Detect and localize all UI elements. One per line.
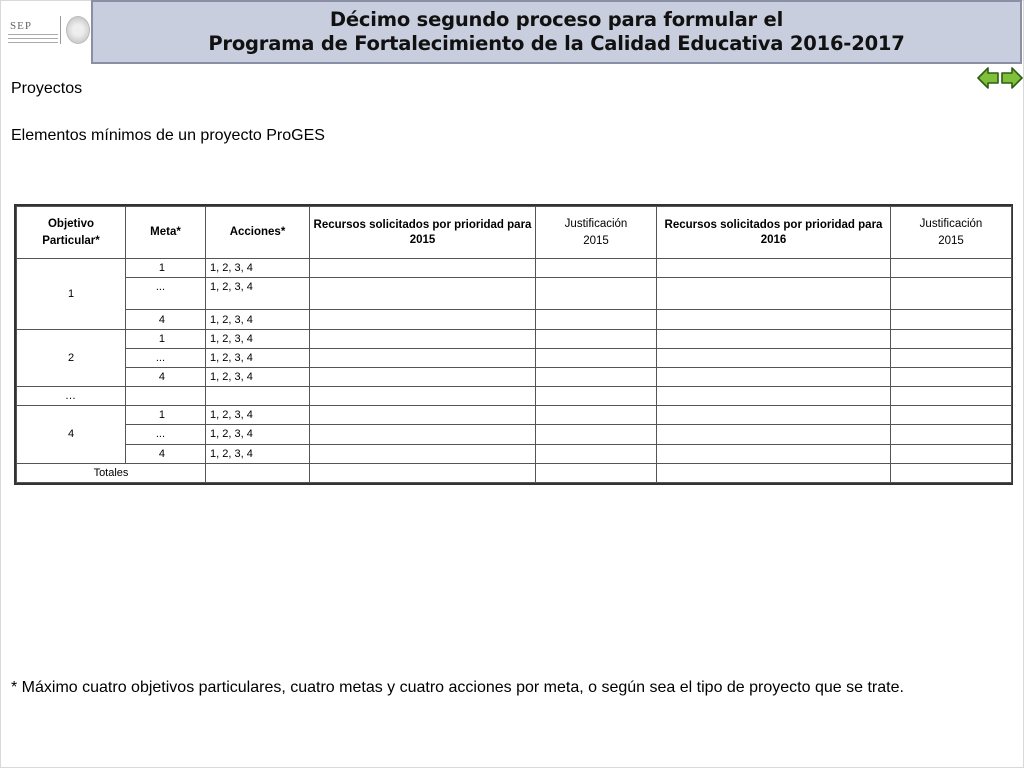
cell-justificacion-a xyxy=(536,348,657,367)
heading-proyectos: Proyectos xyxy=(11,80,83,97)
cell-justificacion-b xyxy=(891,425,1012,444)
cell-objetivo: … xyxy=(17,387,126,406)
cell-justificacion-a xyxy=(536,329,657,348)
cell-justificacion-b xyxy=(891,406,1012,425)
footnote: * Máximo cuatro objetivos particulares, cuatro metas y cuatro acciones por meta, o según sea el tipo de proyecto que se trate. xyxy=(11,679,904,696)
cell-justificacion-b xyxy=(891,444,1012,463)
cell-recursos-2015 xyxy=(310,463,536,482)
header-acciones: Acciones* xyxy=(206,207,310,259)
cell-recursos-2015 xyxy=(310,348,536,367)
cell-recursos-2016 xyxy=(657,278,891,310)
header-objetivo-line1: Objetivo xyxy=(47,217,94,230)
cell-recursos-2016 xyxy=(657,310,891,329)
cell-justificacion-a xyxy=(536,387,657,406)
national-seal-icon xyxy=(66,16,90,44)
arrow-right-icon[interactable] xyxy=(1001,66,1023,90)
cell-acciones: 1, 2, 3, 4 xyxy=(206,425,310,444)
cell-meta: 1 xyxy=(126,406,206,425)
header-justificacion-b xyxy=(891,207,1012,259)
header-justificacion-b-line2: 2015 xyxy=(938,234,964,247)
cell-recursos-2015 xyxy=(310,425,536,444)
title-banner xyxy=(91,0,1022,64)
cell-recursos-2016 xyxy=(657,406,891,425)
cell-meta: ... xyxy=(126,348,206,367)
cell-justificacion-b xyxy=(891,310,1012,329)
sep-logo xyxy=(2,10,90,50)
cell-acciones xyxy=(206,463,310,482)
totals-row xyxy=(17,463,1012,482)
cell-justificacion-b xyxy=(891,278,1012,310)
cell-recursos-2016 xyxy=(657,329,891,348)
cell-objetivo: 2 xyxy=(17,329,126,386)
header-objetivo xyxy=(17,207,126,259)
cell-recursos-2016 xyxy=(657,367,891,386)
logo-divider xyxy=(60,16,61,44)
cell-recursos-2016 xyxy=(657,463,891,482)
cell-recursos-2016 xyxy=(657,387,891,406)
cell-acciones: 1, 2, 3, 4 xyxy=(206,278,310,310)
cell-acciones: 1, 2, 3, 4 xyxy=(206,259,310,278)
cell-meta: ... xyxy=(126,425,206,444)
header-recursos-2015: Recursos solicitados por prioridad para 2015 xyxy=(310,207,536,259)
cell-justificacion-a xyxy=(536,367,657,386)
table-row xyxy=(17,278,1012,310)
cell-justificacion-a xyxy=(536,425,657,444)
cell-justificacion-a xyxy=(536,310,657,329)
table-row xyxy=(17,425,1012,444)
nav-arrows xyxy=(977,66,1023,92)
table-row xyxy=(17,310,1012,329)
cell-acciones: 1, 2, 3, 4 xyxy=(206,310,310,329)
cell-justificacion-a xyxy=(536,463,657,482)
header-objetivo-line2: Particular* xyxy=(42,234,100,247)
cell-recursos-2015 xyxy=(310,329,536,348)
header-recursos-2016: Recursos solicitados por prioridad para 2016 xyxy=(657,207,891,259)
cell-recursos-2015 xyxy=(310,444,536,463)
cell-meta: 1 xyxy=(126,329,206,348)
cell-justificacion-b xyxy=(891,463,1012,482)
projects-table xyxy=(16,206,1012,483)
cell-recursos-2016 xyxy=(657,425,891,444)
cell-recursos-2016 xyxy=(657,348,891,367)
cell-justificacion-a xyxy=(536,444,657,463)
arrow-left-icon[interactable] xyxy=(977,66,999,90)
table-row xyxy=(17,367,1012,386)
cell-recursos-2016 xyxy=(657,259,891,278)
title-line-2: Programa de Fortalecimiento de la Calidad Educativa 2016-2017 xyxy=(208,32,905,55)
cell-recursos-2015 xyxy=(310,387,536,406)
cell-recursos-2015 xyxy=(310,259,536,278)
table-row xyxy=(17,444,1012,463)
cell-acciones: 1, 2, 3, 4 xyxy=(206,444,310,463)
cell-meta: 4 xyxy=(126,310,206,329)
table-row xyxy=(17,387,1012,406)
cell-recursos-2015 xyxy=(310,310,536,329)
table-row xyxy=(17,348,1012,367)
cell-justificacion-b xyxy=(891,348,1012,367)
table-row xyxy=(17,329,1012,348)
logo-text: SEP xyxy=(10,20,32,32)
cell-meta: 4 xyxy=(126,444,206,463)
table-row xyxy=(17,259,1012,278)
cell-acciones: 1, 2, 3, 4 xyxy=(206,367,310,386)
header-justificacion-a-line2: 2015 xyxy=(583,234,609,247)
cell-justificacion-a xyxy=(536,259,657,278)
cell-justificacion-b xyxy=(891,329,1012,348)
cell-justificacion-b xyxy=(891,259,1012,278)
cell-recursos-2015 xyxy=(310,367,536,386)
cell-recursos-2016 xyxy=(657,444,891,463)
cell-justificacion-b xyxy=(891,367,1012,386)
cell-justificacion-b xyxy=(891,387,1012,406)
header-justificacion-b-line1: Justificación xyxy=(919,217,983,230)
title-line-1: Décimo segundo proceso para formular el xyxy=(329,8,784,31)
cell-objetivo: 4 xyxy=(17,406,126,463)
header-justificacion-a xyxy=(536,207,657,259)
cell-acciones: 1, 2, 3, 4 xyxy=(206,348,310,367)
heading-elementos: Elementos mínimos de un proyecto ProGES xyxy=(11,127,325,144)
table-header-row xyxy=(17,207,1012,259)
cell-justificacion-a xyxy=(536,406,657,425)
header-meta: Meta* xyxy=(126,207,206,259)
table-row xyxy=(17,406,1012,425)
cell-totales-label: Totales xyxy=(17,463,206,482)
header-justificacion-a-line1: Justificación xyxy=(564,217,628,230)
cell-meta: ... xyxy=(126,278,206,310)
cell-meta: 1 xyxy=(126,259,206,278)
projects-table-container xyxy=(14,204,1013,485)
cell-acciones: 1, 2, 3, 4 xyxy=(206,406,310,425)
cell-meta: 4 xyxy=(126,367,206,386)
cell-objetivo: 1 xyxy=(17,259,126,330)
cell-meta xyxy=(126,387,206,406)
cell-acciones: 1, 2, 3, 4 xyxy=(206,329,310,348)
cell-acciones xyxy=(206,387,310,406)
cell-recursos-2015 xyxy=(310,278,536,310)
cell-recursos-2015 xyxy=(310,406,536,425)
logo-subtitle-lines xyxy=(8,34,58,44)
cell-justificacion-a xyxy=(536,278,657,310)
